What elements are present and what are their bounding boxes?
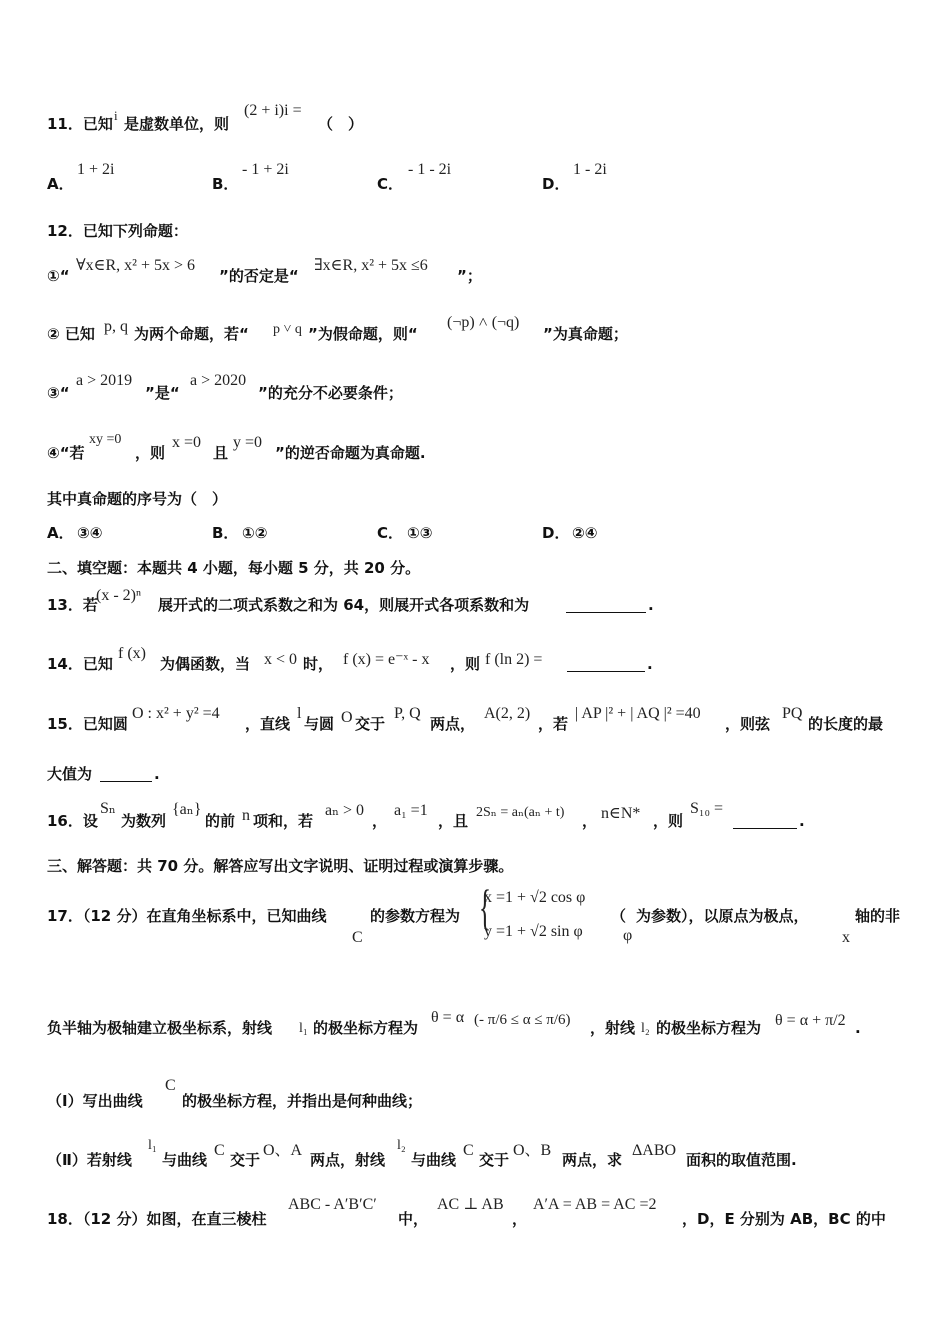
q11-option-b-value: - 1 + 2i [242, 161, 289, 178]
q17-part2-d: 两点，射线 [310, 1151, 386, 1169]
q12-s1-math1: ∀x∈R, x² + 5x > 6 [76, 257, 196, 274]
q14-a: 为偶函数，当 [160, 655, 251, 673]
q17-part2-e: 与曲线 [411, 1151, 457, 1169]
q12-s2-b: ”为假命题，则“ [308, 325, 418, 343]
q17-part1-b: 的极坐标方程，并指出是何种曲线； [182, 1092, 423, 1110]
q11-math-i: i [114, 108, 118, 123]
q13-answer-blank[interactable] [566, 598, 646, 613]
q17-part1-math: C [165, 1077, 176, 1094]
q16-a: 为数列 [121, 812, 167, 830]
q17-system-line2: y =1 + √2 sin φ [484, 923, 583, 940]
q17-part2-math-c1: C [214, 1142, 225, 1159]
q11-math-expr: (2 + i)i = [244, 102, 302, 119]
q12-s3-math1: a > 2019 [76, 372, 133, 389]
q14-math3: f (x) = e⁻ˣ - x [343, 651, 430, 668]
q12-option-d-value: ②④ [572, 524, 598, 542]
q11-option-d-label[interactable]: D． [542, 175, 570, 193]
q17-part2-math-c2: C [463, 1142, 474, 1159]
q12-s1-math2: ∃x∈R, x² + 5x ≤6 [314, 257, 428, 274]
q17-part2-math-ob: O、B [513, 1142, 552, 1159]
q12-s2-math3: (¬p) ˄ (¬q) [447, 314, 520, 331]
q14-c: ，则 [450, 655, 481, 673]
q15-math-circle: O : x² + y² =4 [132, 705, 220, 722]
q15-g: 的长度的最 [808, 715, 884, 733]
q17-line2-end: . [855, 1019, 861, 1037]
q12-s2-pre: ② 已知 [47, 325, 95, 343]
q14-prefix: 14．已知 [47, 655, 113, 673]
q13-math: (x - 2)ⁿ [96, 587, 142, 604]
q15-math-l: l [297, 705, 302, 722]
q16-b: 的前 [205, 812, 236, 830]
q11-option-c-value: - 1 - 2i [408, 161, 452, 178]
q16-math-s10: S₁₀ = [690, 800, 724, 817]
q15-math-a: A(2, 2) [484, 705, 531, 722]
q12-s1-post: ”； [457, 267, 482, 285]
q14-end: . [647, 655, 653, 673]
q11-option-c-label[interactable]: C． [377, 175, 404, 193]
q17-system-line1: x =1 + √2 cos φ [484, 889, 586, 906]
q17-part2-g: 两点，求 [562, 1151, 623, 1169]
q17-part2-math-oa: O、A [263, 1142, 303, 1159]
q17-c: 为参数），以原点为极点， [636, 907, 809, 925]
q17-part2-math-l2: l₂ [397, 1138, 406, 1153]
q18-b: ， [512, 1210, 528, 1228]
q17-math-theta2: θ = α + π/2 [775, 1012, 846, 1029]
q14-b: 时， [303, 655, 334, 673]
q17-part2-math-l1: l₁ [148, 1138, 157, 1153]
q15-e: ，若 [538, 715, 569, 733]
q16-math-sn: Sₙ [100, 800, 116, 817]
q16-f: ， [582, 812, 598, 830]
q16-c: 项和，若 [253, 812, 314, 830]
q14-math2: x < 0 [264, 651, 298, 668]
q16-g: ，则 [653, 812, 684, 830]
q16-prefix: 16．设 [47, 812, 98, 830]
q12-s4-b: 且 [213, 444, 229, 462]
q17-line2-d: 的极坐标方程为 [656, 1019, 762, 1037]
q15-math-pq: P, Q [394, 705, 421, 722]
q15-math-chord: PQ [782, 705, 803, 722]
q12-s2-math2: p ˅ q [273, 322, 302, 337]
q15-f: ，则弦 [725, 715, 771, 733]
q16-e: ，且 [438, 812, 469, 830]
q12-s2-a: 为两个命题，若“ [134, 325, 249, 343]
q17-math-theta1: θ = α [431, 1009, 465, 1026]
q13-prefix: 13．若 [47, 596, 98, 614]
q13-end: . [648, 596, 654, 614]
q16-math-nn: n∈N* [601, 805, 641, 822]
q11-option-b-label[interactable]: B． [212, 175, 239, 193]
q14-math1: f (x) [118, 645, 146, 662]
q17-math-c: C [352, 929, 363, 946]
section3-heading: 三、解答题：共 70 分。解答应写出文字说明、证明过程或演算步骤。 [47, 857, 514, 875]
q15-math-o: O [341, 709, 353, 726]
q12-s4-pre: ④“若 [47, 444, 85, 462]
q12-ask: 其中真命题的序号为（ ） [47, 490, 228, 508]
q17-part2-b: 与曲线 [162, 1151, 208, 1169]
q12-s2-post: ”为真命题； [543, 325, 628, 343]
q15-end: . [154, 765, 160, 783]
q18-prefix: 18．（12 分）如图，在直三棱柱 [47, 1210, 267, 1228]
q17-part2-h: 面积的取值范围. [686, 1151, 797, 1169]
q15-b: 与圆 [304, 715, 335, 733]
q17-prefix: 17．（12 分）在直角坐标系中，已知曲线 [47, 907, 327, 925]
q12-option-c-value: ①③ [407, 524, 433, 542]
q17-system-brace: { [479, 879, 491, 935]
q18-math-perp: AC ⊥ AB [437, 1196, 504, 1213]
q12-option-b-value: ①② [242, 524, 268, 542]
section2-heading: 二、填空题：本题共 4 小题，每小题 5 分，共 20 分。 [47, 559, 421, 577]
q16-math-n: n [242, 807, 250, 824]
q15-d: 两点， [430, 715, 476, 733]
q17-part2-a: （Ⅱ）若射线 [47, 1151, 132, 1169]
q11-option-a-value: 1 + 2i [77, 161, 115, 178]
q11-mid: 是虚数单位，则 [124, 115, 230, 133]
q15-answer-blank[interactable] [100, 767, 152, 782]
q17-part2-math-abo: ΔABO [632, 1142, 677, 1159]
q16-math-a1: a₁ =1 [394, 802, 428, 819]
q16-math-rel: 2Sₙ = aₙ(aₙ + t) [476, 805, 565, 820]
q17-math-l2: l₂ [641, 1021, 650, 1036]
q12-option-a-value: ③④ [77, 524, 103, 542]
q15-prefix: 15．已知圆 [47, 715, 128, 733]
q17-math-l1: l₁ [299, 1021, 308, 1036]
q18-a: 中， [398, 1210, 429, 1228]
q16-end: . [799, 812, 805, 830]
q16-answer-blank[interactable] [733, 814, 797, 829]
q12-option-a-label[interactable]: A． [47, 524, 74, 542]
q12-option-b-label[interactable]: B． [212, 524, 239, 542]
q17-b: （ [611, 907, 627, 925]
q11-paren: （ ） [318, 115, 364, 133]
q17-line2-a: 负半轴为极轴建立极坐标系，射线 [47, 1019, 273, 1037]
q17-math-range: (- π/6 ≤ α ≤ π/6) [474, 1012, 571, 1028]
q12-option-d-label[interactable]: D． [542, 524, 570, 542]
q18-math-eq: A′A = AB = AC =2 [533, 1196, 657, 1213]
q18-math-prism: ABC - A′B′C′ [288, 1196, 377, 1213]
q12-s3-mid: ”是“ [145, 384, 180, 402]
q17-a: 的参数方程为 [370, 907, 461, 925]
q15-line2: 大值为 [47, 765, 93, 783]
q16-math-an: {aₙ} [172, 801, 202, 818]
q11-option-a-label[interactable]: A． [47, 175, 74, 193]
q11-option-d-value: 1 - 2i [573, 161, 607, 178]
q15-math-cond: | AP |² + | AQ |² =40 [575, 705, 701, 722]
q17-part1-a: （Ⅰ）写出曲线 [47, 1092, 143, 1110]
q12-option-c-label[interactable]: C． [377, 524, 404, 542]
q13-text: 展开式的二项式系数之和为 64，则展开式各项系数和为 [158, 596, 530, 614]
q12-s3-math2: a > 2020 [190, 372, 247, 389]
q12-s1-mid: ”的否定是“ [219, 267, 299, 285]
q17-part2-f: 交于 [479, 1151, 510, 1169]
q12-s4-post: ”的逆否命题为真命题. [275, 444, 426, 462]
q16-math-pos: aₙ > 0 [325, 802, 365, 819]
q17-d: 轴的非 [855, 907, 901, 925]
q18-c: ，D，E 分别为 AB，BC 的中 [682, 1210, 886, 1228]
q12-s4-math2: x =0 [172, 434, 202, 451]
q12-s3-pre: ③“ [47, 384, 70, 402]
q12-s4-math3: y =0 [233, 434, 263, 451]
q14-answer-blank[interactable] [567, 657, 645, 672]
q17-line2-b: 的极坐标方程为 [313, 1019, 419, 1037]
q17-line2-c: ，射线 [590, 1019, 636, 1037]
q12-s4-a: ，则 [135, 444, 166, 462]
q15-c: 交于 [355, 715, 386, 733]
q11-prefix: 11．已知 [47, 115, 113, 133]
q12-s3-post: ”的充分不必要条件； [258, 384, 403, 402]
q17-part2-c: 交于 [230, 1151, 261, 1169]
q12-s1-pre: ①“ [47, 267, 70, 285]
q17-math-x: x [842, 929, 850, 946]
q12-stem: 12．已知下列命题： [47, 222, 188, 240]
q14-math4: f (ln 2) = [485, 651, 543, 668]
q12-s2-math1: p, q [104, 318, 128, 335]
q12-s4-math1: xy =0 [89, 432, 122, 447]
q17-math-phi: φ [623, 927, 633, 944]
q15-a: ，直线 [245, 715, 291, 733]
q16-d: ， [372, 812, 388, 830]
